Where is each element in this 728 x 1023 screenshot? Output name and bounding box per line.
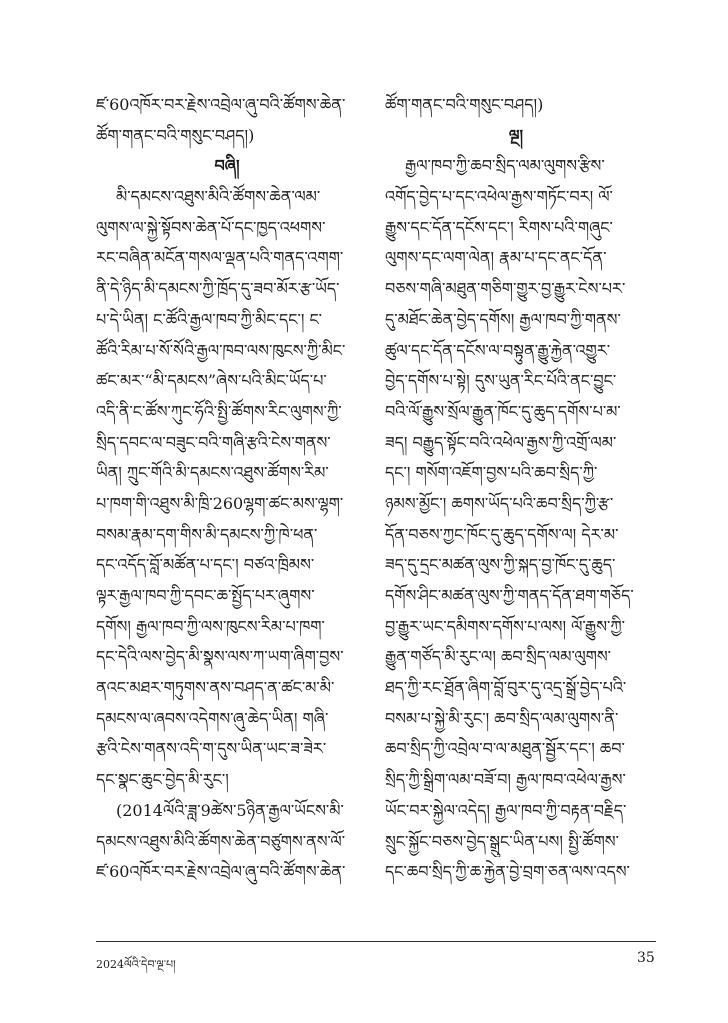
text-line: པ་ཁག་གི་འཐུས་མི་ཁྲི་260ལྷག་ཚང་མས་ལྷག་: [96, 493, 344, 513]
text-line: ཛ་60འཁོར་བར་རྗེས་འབྲེལ་ཞུ་བའི་ཚོགས་ཆེན་: [96, 95, 346, 114]
text-line: དམངས་ལ་ཞབས་འདེགས་ཞུ་ཆེད་ཡིན། གཞི་: [96, 708, 329, 728]
text-line: རྒྱལ་ཁབ་ཀྱི་ཆབ་སྲིད་ལམ་ལུགས་རྩིས་: [405, 156, 605, 176]
text-line: ལུགས་དང་ལག་ལེན། རྣམ་པ་དང་ནང་དོན་: [385, 248, 607, 268]
text-line: དོན་བཅས་ཀྱང་ཁོང་དུ་ཆུད་དགོས་ལ། དེར་མ་: [385, 524, 619, 544]
text-line: དགོས་ཤིང་མཚན་ལུས་ཀྱི་གནད་དོན་ཐག་གཅོད་: [385, 586, 634, 605]
text-line: དང་། གསོག་འཇོག་བྱས་པའི་ཆབ་སྲིད་ཀྱི་: [385, 463, 598, 483]
text-line: སྲིད་ཀྱི་སྒྲིག་ལམ་བཟོ་བ། རྒྱལ་ཁབ་འཕེལ་རྒྱས་: [385, 770, 626, 790]
text-line: དམངས་འཐུས་མིའི་ཚོགས་ཆེན་བཙུགས་ནས་ལོ་: [96, 831, 346, 851]
text-line: ནའང་མཐར་གཏུགས་ནས་བཤད་ན་ཚང་མ་མི་: [96, 678, 335, 698]
text-line: དང་ཆབ་སྲིད་ཀྱི་ཆ་རྐྱེན་བྱེ་བྲག་ཅན་ལས་འདས་: [385, 862, 630, 882]
text-line: ལྟར་རྒྱལ་ཁབ་ཀྱི་དབང་ཆ་སྤྱོད་པར་ཞུགས་: [96, 586, 315, 605]
text-line: རང་བཞིན་མངོན་གསལ་ལྡན་པའི་གནད་འགག་: [96, 248, 344, 268]
text-line: དང་འདོད་བློ་མཚོན་པ་དང་། བཙའ་ཁྲིམས་: [96, 555, 315, 575]
text-line: དང་དེའི་ལས་བྱེད་མི་སྣས་ལས་ཀ་ཡག་ཞིག་བྱས་: [96, 647, 344, 667]
left-lines-body: [96, 182, 358, 796]
left-column: [96, 90, 358, 888]
text-line: ཆབ་སྲིད་ཀྱི་འབྲེལ་བ་ལ་མཐུན་སྦྱོར་དང་། ཆབ་: [385, 739, 625, 759]
text-line: བའི་ལོ་རྒྱུས་སྲོལ་རྒྱུན་ཁོང་དུ་ཆུད་དགོས་པ་མ་: [385, 401, 621, 421]
text-line: ཚོག་གནང་བའི་གསུང་བཤད།): [385, 95, 544, 114]
left-section-heading: བཞི།: [214, 156, 240, 176]
text-line: སྲིད་དབང་ལ་བཟུང་བའི་གཞི་རྩའི་ངེས་གནས་: [96, 432, 331, 452]
text-line: པ་དེ་ཡིན། ང་ཚོའི་རྒྱལ་ཁབ་ཀྱི་མིང་དང་། ང་: [96, 309, 323, 329]
left-lines-tail: [96, 796, 358, 888]
text-line: ཡོང་བར་སྐྱེལ་འདེད། རྒྱལ་ཁབ་ཀྱི་བརྟན་བརྗིད་: [385, 800, 627, 820]
text-line: ཟད་དུ་དྲང་མཚན་ལུས་ཀྱི་སྐད་བྱ་ཁོང་དུ་ཆུད་: [385, 555, 616, 575]
text-line: བསམ་པ་སྐྱེ་མི་རུང་། ཆབ་སྲིད་ལམ་ལུགས་ནི་: [385, 708, 619, 728]
text-line: འགོད་བྱེད་པ་དང་འཕེལ་རྒྱས་གཏོང་བར། ལོ་: [385, 187, 613, 207]
text-line: དང་སྣང་ཆུང་བྱེད་མི་རུང་།: [96, 770, 229, 790]
text-line: མི་དམངས་འཐུས་མིའི་ཚོགས་ཆེན་ལམ་: [116, 187, 321, 207]
text-line: ཚོའི་རིམ་པ་སོ་སོའི་རྒྱལ་ཁབ་ལས་ཁུངས་ཀྱི་མིང་: [96, 340, 346, 360]
text-line: ཚོག་གནང་བའི་གསུང་བཤད།): [96, 125, 255, 145]
text-line: དགོས། རྒྱལ་ཁབ་ཀྱི་ལས་ཁུངས་རིམ་པ་ཁག་: [96, 616, 325, 636]
text-line: དུ་མཐོང་ཆེན་བྱེད་དགོས། རྒྱལ་ཁབ་ཀྱི་གནས་: [385, 309, 621, 329]
text-line: འདི་ནི་ང་ཚོས་ཀུང་ཧོའི་སྤྱི་ཚོགས་རིང་ལུགས་ཀྱི་: [96, 401, 342, 421]
text-line: ཚང་མར་“མི་དམངས”ཞེས་པའི་མིང་ཡོད་པ་: [96, 371, 327, 391]
text-line: ཛ་60འཁོར་བར་རྗེས་འབྲེལ་ཞུ་བའི་ཚོགས་ཆེན་: [96, 862, 346, 882]
left-lines-top: [96, 90, 358, 151]
text-line: ནི་དེ་ཉིད་མི་དམངས་ཀྱི་ཁྲོད་དུ་ཟབ་མོར་རྩ་ཡོད་: [96, 279, 340, 299]
text-line: ཐད་ཀྱི་རང་ཐྲོན་ཞིག་བློ་བུར་དུ་འདྲ་སྒྲོ་བྱེད་པའི་: [385, 678, 627, 698]
right-lines-top: [385, 90, 647, 121]
text-line: ལུགས་ལ་སྐྱེ་སྟོབས་ཆེན་པོ་དང་ཁྱད་འཕགས་: [96, 217, 326, 237]
text-line: བསམ་རྣམ་དག་གིས་མི་དམངས་ཀྱི་ཁེ་ཕན་: [96, 524, 318, 544]
text-line: སྲུང་སྐྱོང་བཅས་བྱེད་སྒྲུང་ཡིན་པས། སྤྱི་ཚོགས་: [385, 831, 619, 851]
page-number: 35: [637, 950, 655, 966]
footer-issue-label: 2024ལོའི་དེབ་ལྔ་པ།: [96, 958, 176, 971]
text-line: རྩའི་ངེས་གནས་འདི་ག་དུས་ཡིན་ཡང་ཟ་ཟེར་: [96, 739, 327, 759]
right-column: [385, 90, 647, 888]
text-line: བཅས་གཞི་མཐུན་གཅིག་གྱུར་བྱ་རྒྱུར་ངེས་པར་: [385, 279, 626, 299]
text-line: ཚུལ་དང་དོན་དངོས་ལ་བསྟུན་རྒྱུ་རྐྱེན་འགྱུར་: [385, 340, 611, 360]
text-line: ཉམས་མྱོང་། ཆགས་ཡོད་པའི་ཆབ་སྲིད་ཀྱི་རྩ་: [385, 493, 614, 513]
footer-rule: [96, 941, 656, 942]
text-line: རྒྱུས་དང་དོན་དངོས་དང་། རིགས་པའི་གཞུང་: [385, 217, 613, 237]
right-lines-body: [385, 151, 647, 888]
text-line: ཡིན། ཀྲུང་གོའི་མི་དམངས་འཐུས་ཚོགས་རིམ་: [96, 463, 329, 483]
right-section-heading: ལྔ།: [508, 125, 524, 145]
text-line: ཟད། བརྒྱུད་སྟོང་བའི་འཕེལ་རྒྱས་ཀྱི་འགྲོ་ལམ་: [385, 432, 617, 452]
text-line: བྱ་རྒྱུར་ཡང་དམིགས་དགོས་པ་ལས། ལོ་རྒྱུས་ཀྱི་: [385, 616, 625, 636]
text-line: བྱེད་དགོས་པ་སྟེ། དུས་ཡུན་རིང་པོའི་ནང་བྱུང་: [385, 371, 617, 391]
text-line: (2014ལོའི་ཟླ་9ཚེས་5ཉིན་རྒྱལ་ཡོངས་མི་: [116, 800, 344, 820]
text-line: རྒྱུན་གཙོད་མི་རུང་ལ། ཆབ་སྲིད་ལམ་ལུགས་: [385, 647, 612, 667]
